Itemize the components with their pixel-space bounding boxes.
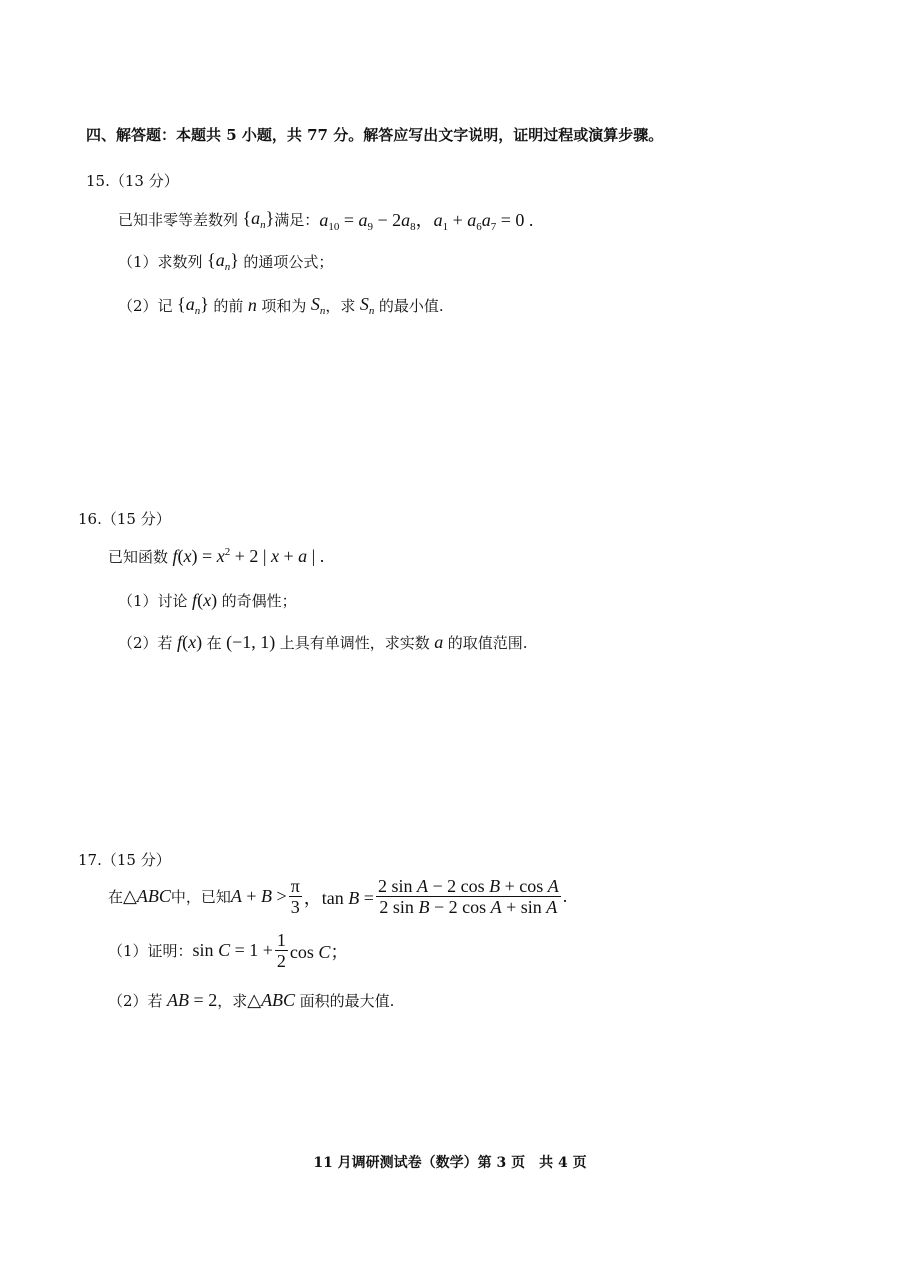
q17-part1-half: $\frac{1}{2}$	[276, 930, 286, 971]
q16-part2-prefix: （2）若	[118, 634, 173, 652]
q15-part1-suffix: 的通项公式；	[243, 253, 334, 271]
q16-number: 16.（15 分）	[78, 510, 171, 528]
q15-part1	[118, 250, 333, 273]
q16-part2-mid2: 上具有单调性，求实数	[279, 634, 430, 652]
q16-part1-f: f(x)	[192, 590, 222, 610]
q17-stem-period: .	[562, 886, 568, 906]
q15-part2-mid1: 的前	[213, 297, 244, 315]
q15-part2-sn2: $S_n$	[359, 294, 375, 317]
q16-part1-prefix: （1）讨论	[118, 592, 188, 610]
q15-part2-sn: $S_n$	[310, 294, 326, 317]
q15-stem-prefix: 已知非零等差数列	[118, 211, 239, 229]
q17-stem-tan-frac: $\frac{\text{2 sin A − 2 cos B + cos A}}{\text{2 sin B − 2 cos A + sin A}}$	[377, 876, 559, 917]
q15-part2-mid2: 项和为	[261, 297, 307, 315]
q17-part2-triangle: △ABC	[247, 990, 296, 1010]
q15-part2-suffix: 的最小值.	[378, 297, 444, 315]
q17-part1-formula: sin C = 1 +	[192, 940, 273, 960]
q17-part1-cos: cos C；	[289, 941, 349, 962]
q15-part2-n: n	[243, 295, 262, 315]
q17-stem-triangle: △ABC	[123, 886, 171, 906]
q15-part2-seq: $\{a_n\}$	[172, 294, 214, 317]
q15-part2-prefix: （2）记	[118, 297, 173, 315]
q16-stem-formula: $f(x) = x^2 + 2$ | x + a | .	[172, 546, 325, 566]
q16-stem-prefix: 已知函数	[108, 548, 169, 566]
q17-stem-cond: A + B >	[230, 886, 287, 906]
q15-stem	[118, 206, 533, 233]
section-heading: 四、解答题：本题共 5 小题，共 77 分。解答应写出文字说明，证明过程或演算步骤。	[86, 126, 664, 144]
page-footer: 11 月调研测试卷（数学）第 3 页 共 4 页	[313, 1155, 587, 1171]
q17-part2	[108, 990, 394, 1011]
q17-stem-mid1: 中，已知	[170, 888, 231, 906]
q16-part1-suffix: 的奇偶性；	[221, 592, 297, 610]
q17-stem-pi-frac: $\frac{\pi}{3}$	[290, 876, 300, 917]
q15-part1-seq: $\{a_n\}$	[202, 250, 244, 273]
q16-part2-mid1: 在	[206, 634, 222, 652]
q16-part2-a: a	[429, 632, 448, 652]
q16-part1	[118, 590, 297, 611]
q16-part2	[118, 632, 528, 653]
q17-stem-tan: ，tan B =	[303, 887, 374, 908]
q17-part2-mid: ，求	[217, 992, 248, 1010]
q17-part1-prefix: （1）证明：	[108, 942, 193, 960]
q17-part1	[108, 930, 348, 971]
q16-part2-suffix: 的取值范围.	[447, 634, 528, 652]
q15-stem-mid: 满足：	[274, 211, 320, 229]
q15-part2-mid3: ，求	[325, 297, 356, 315]
q17-part2-ab: AB = 2	[167, 990, 218, 1010]
q15-stem-formula: $a_{10} = a_9 - 2a_8$，$a_1 + a_6a_7 = 0$ .	[319, 210, 534, 233]
q17-stem-prefix: 在	[108, 888, 124, 906]
q15-part2	[118, 294, 444, 317]
q15-part1-prefix: （1）求数列	[118, 253, 203, 271]
q15-number: 15.（13 分）	[86, 172, 179, 190]
q17-part2-prefix: （2）若	[108, 992, 163, 1010]
q17-part2-suffix: 面积的最大值.	[299, 992, 395, 1010]
q16-part2-f: f(x)	[177, 632, 207, 652]
q16-stem	[108, 546, 324, 567]
q17-stem	[108, 876, 567, 917]
q15-stem-seq: $\{a_n\}$	[238, 208, 275, 231]
q16-part2-interval: (−1, 1)	[221, 632, 280, 652]
q17-number: 17.（15 分）	[78, 851, 171, 869]
